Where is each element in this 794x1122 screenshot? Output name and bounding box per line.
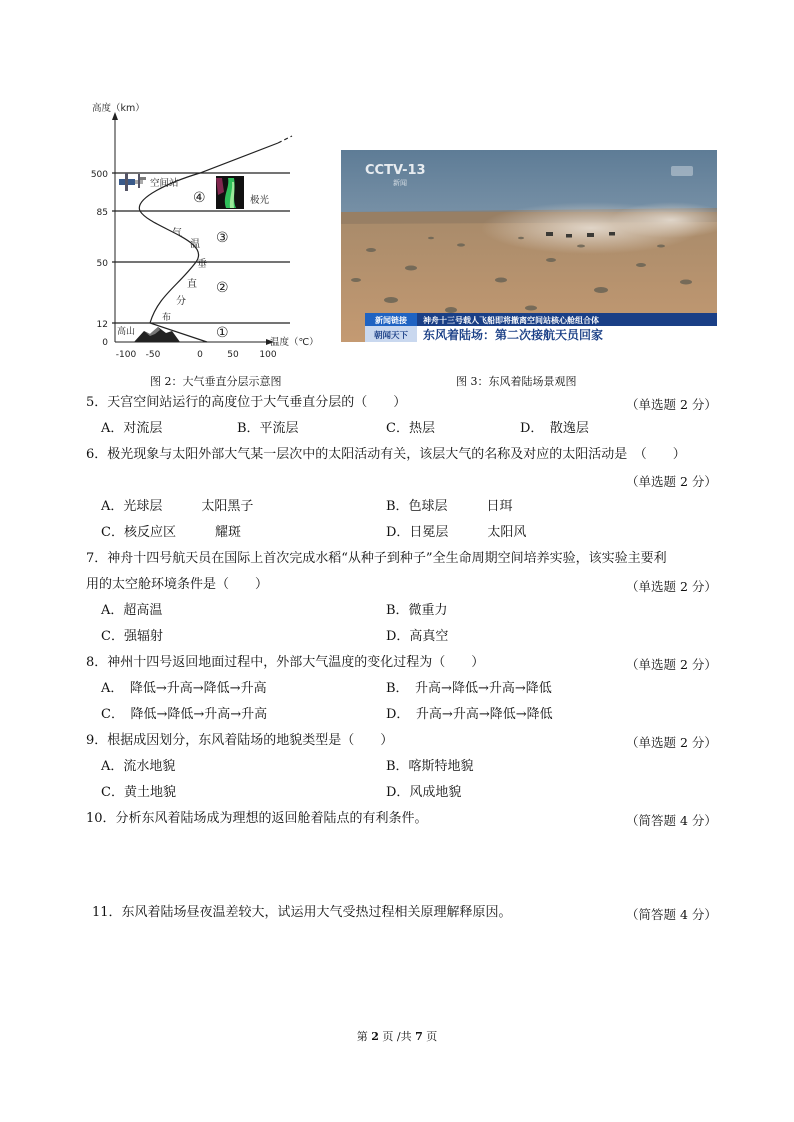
curve-label-char: 直 [187, 279, 197, 290]
atmosphere-layers-diagram [80, 95, 330, 365]
question-8-meta: （单选题 2 分） [626, 657, 717, 672]
question-11: 11．东风着陆场昼夜温差较大，试运用大气受热过程相关原理解释原因。 [92, 905, 512, 920]
landing-site-photo [341, 150, 717, 342]
x-tick-minus100: -100 [115, 350, 137, 360]
cctv-logo-sub: 新闻 [393, 179, 407, 187]
cctv-logo: CCTV-13 [365, 163, 426, 178]
question-8: 8．神州十四号返回地面过程中，外部大气温度的变化过程为（ ） [86, 655, 485, 670]
x-tick-100: 100 [259, 350, 277, 360]
space-station-label: 空间站 [150, 178, 179, 189]
q7-option-b[interactable]: B．微重力 [386, 603, 448, 618]
question-6-meta: （单选题 2 分） [626, 474, 717, 489]
q5-option-a[interactable]: A．对流层 [101, 421, 163, 436]
y-tick-50: 50 [96, 259, 108, 269]
y-axis-label: 高度（km） [92, 103, 145, 114]
curve-label-char: 气 [172, 228, 182, 239]
layer-number-3: ③ [216, 230, 229, 246]
q6-option-d[interactable]: D．日冕层 太阳风 [386, 525, 527, 540]
x-tick-minus50: -50 [145, 350, 161, 360]
question-10: 10．分析东风着陆场成为理想的返回舱着陆点的有利条件。 [86, 811, 428, 826]
curve-label-char: 布 [162, 313, 172, 323]
y-tick-500: 500 [90, 170, 108, 180]
q8-option-d[interactable]: D． 升高→升高→降低→降低 [386, 707, 553, 722]
figure-2-caption: 图 2：大气垂直分层示意图 [150, 375, 282, 388]
footer-mid: 页 /共 [382, 1030, 412, 1043]
layer-number-4: ④ [193, 190, 206, 206]
headline: 东风着陆场：第二次接航天员回家 [423, 328, 604, 342]
question-7-line-2: 用的太空舱环境条件是（ ） [86, 577, 269, 592]
mountain-label: 高山 [117, 327, 136, 337]
q7-option-d[interactable]: D．高真空 [386, 629, 449, 644]
question-7-meta: （单选题 2 分） [626, 579, 717, 594]
q5-option-c[interactable]: C．热层 [386, 421, 435, 436]
question-5: 5．天宫空间站运行的高度位于大气垂直分层的（ ） [86, 395, 407, 410]
cctv-corner-icon [671, 166, 693, 176]
q7-option-c[interactable]: C．强辐射 [101, 629, 163, 644]
q9-option-d[interactable]: D．风成地貌 [386, 785, 462, 800]
footer-total-pages: 7 [415, 1030, 423, 1043]
q6-option-c[interactable]: C．核反应区 耀斑 [101, 525, 241, 540]
q5-option-b[interactable]: B．平流层 [237, 421, 299, 436]
news-ticker: 神舟十三号载人飞船即将撤离空间站核心舱组合体 [423, 316, 599, 325]
footer-prefix: 第 [356, 1030, 368, 1043]
q6-option-b[interactable]: B．色球层 日珥 [386, 499, 513, 514]
q9-option-b[interactable]: B．喀斯特地貌 [386, 759, 474, 774]
q7-option-a[interactable]: A．超高温 [101, 603, 163, 618]
footer-page-number: 2 [371, 1030, 379, 1043]
temperature-curve-extension [278, 136, 292, 143]
question-5-meta: （单选题 2 分） [626, 397, 717, 412]
space-station-icon [119, 173, 146, 191]
question-6: 6．极光现象与太阳外部大气某一层次中的太阳活动有关，该层大气的名称及对应的太阳活动是 （ ） [86, 447, 686, 462]
question-11-meta: （简答题 4 分） [626, 907, 717, 922]
q9-option-c[interactable]: C．黄土地貌 [101, 785, 176, 800]
aurora-label: 极光 [250, 195, 270, 206]
layer-number-1: ① [216, 325, 229, 341]
q8-option-a[interactable]: A． 降低→升高→降低→升高 [101, 681, 267, 696]
x-tick-0: 0 [197, 350, 203, 360]
q9-option-a[interactable]: A．流水地貌 [101, 759, 176, 774]
figure-3-caption: 图 3：东风着陆场景观图 [456, 375, 577, 388]
curve-label-char: 分 [176, 296, 186, 307]
y-tick-85: 85 [96, 208, 108, 218]
q8-option-c[interactable]: C． 降低→降低→升高→升高 [101, 707, 268, 722]
y-tick-0: 0 [102, 338, 108, 348]
q6-option-a[interactable]: A．光球层 太阳黑子 [101, 499, 254, 514]
corner-tag: 朝闻天下 [373, 331, 409, 341]
news-tag: 新闻链接 [375, 316, 407, 325]
curve-label-char: 温 [190, 239, 200, 250]
question-9-meta: （单选题 2 分） [626, 735, 717, 750]
x-axis-label: 温度（℃） [270, 337, 319, 348]
y-tick-12: 12 [96, 320, 108, 330]
q8-option-b[interactable]: B． 升高→降低→升高→降低 [386, 681, 552, 696]
page-footer [0, 1028, 794, 1044]
question-9: 9．根据成因划分，东风着陆场的地貌类型是（ ） [86, 733, 394, 748]
x-tick-50: 50 [227, 350, 239, 360]
question-7: 7．神舟十四号航天员在国际上首次完成水稻“从种子到种子”全生命周期空间培养实验，该实验主要利 [86, 551, 667, 566]
q5-option-d[interactable]: D． 散逸层 [520, 421, 589, 436]
curve-label-char: 垂 [197, 259, 207, 270]
footer-suffix: 页 [426, 1030, 438, 1043]
layer-number-2: ② [216, 280, 229, 296]
aurora-image [216, 176, 244, 209]
mountain-icon [134, 327, 180, 342]
question-10-meta: （简答题 4 分） [626, 813, 717, 828]
